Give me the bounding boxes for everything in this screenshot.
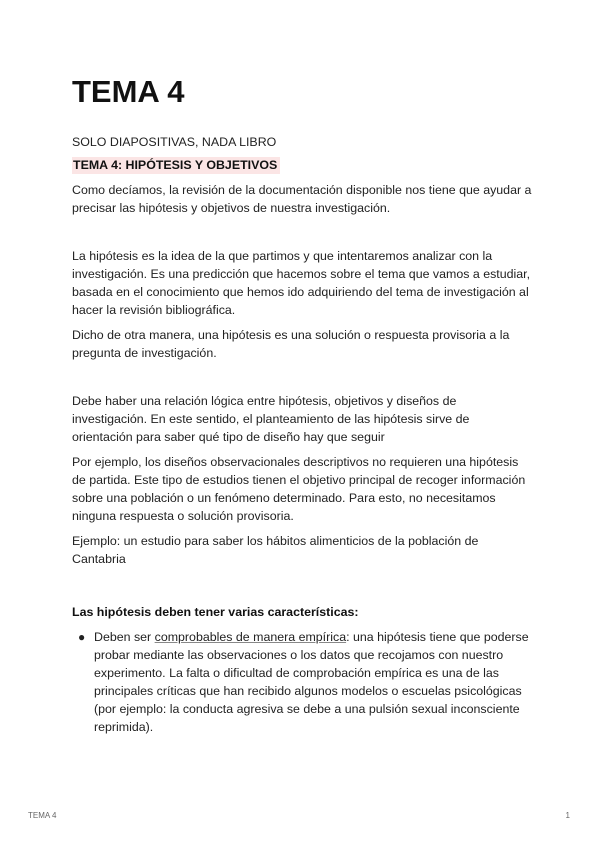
bullet-lead: Deben ser xyxy=(94,630,155,644)
paragraph-3: Dicho de otra manera, una hipótesis es una solución o respuesta provisoria a la pregunta de investigación. xyxy=(72,328,510,360)
bullet-underlined-term: comprobables de manera empírica xyxy=(154,630,347,644)
page-number: 1 xyxy=(565,811,570,820)
characteristics-heading: Las hipótesis deben tener varias características: xyxy=(72,605,359,619)
paragraph-4: Debe haber una relación lógica entre hipótesis, objetivos y diseños de investigación. En este sentido, el planteamiento de las hipótesis sirve de orientación para saber qué tipo de diseño hay que seguir xyxy=(72,394,470,444)
note-text: SOLO DIAPOSITIVAS, NADA LIBRO xyxy=(72,135,277,149)
bullet-icon: ● xyxy=(78,630,86,644)
section-heading xyxy=(72,156,280,174)
paragraph-6: Ejemplo: un estudio para saber los hábitos alimenticios de la población de Cantabria xyxy=(72,534,479,566)
bullet-rest: : una hipótesis tiene que poderse probar mediante las observaciones o los datos que recojamos con nuestro experimento. La falta o dificultad de comprobación empírica es una de las principales críticas que han recibido algunos modelos o escuelas psicológicas (por ejemplo: la conducta agresiva se debe a una pulsión sexual inconsciente reprimida). xyxy=(94,630,529,734)
paragraph-5: Por ejemplo, los diseños observacionales descriptivos no requieren una hipótesis de partida. Este tipo de estudios tienen el objetivo principal de recoger información sobre una población o un fenómeno determinado. Para esto, no necesitamos ninguna respuesta o solución provisoria. xyxy=(72,455,526,523)
characteristics-list xyxy=(72,628,532,736)
paragraph-2: La hipótesis es la idea de la que partimos y que intentaremos analizar con la investigación. Es una predicción que hacemos sobre el tema que vamos a estudiar, basada en el conocimiento que hemos ido adquiriendo del tema de investigación al hacer la revisión bibliográfica. xyxy=(72,249,531,317)
list-item xyxy=(72,628,532,736)
section-heading-text: TEMA 4: HIPÓTESIS Y OBJETIVOS xyxy=(72,157,280,174)
page-title: TEMA 4 xyxy=(72,74,185,109)
footer-title: TEMA 4 xyxy=(28,811,57,820)
paragraph-1: Como decíamos, la revisión de la documentación disponible nos tiene que ayudar a precisar las hipótesis y objetivos de nuestra investigación. xyxy=(72,183,532,215)
